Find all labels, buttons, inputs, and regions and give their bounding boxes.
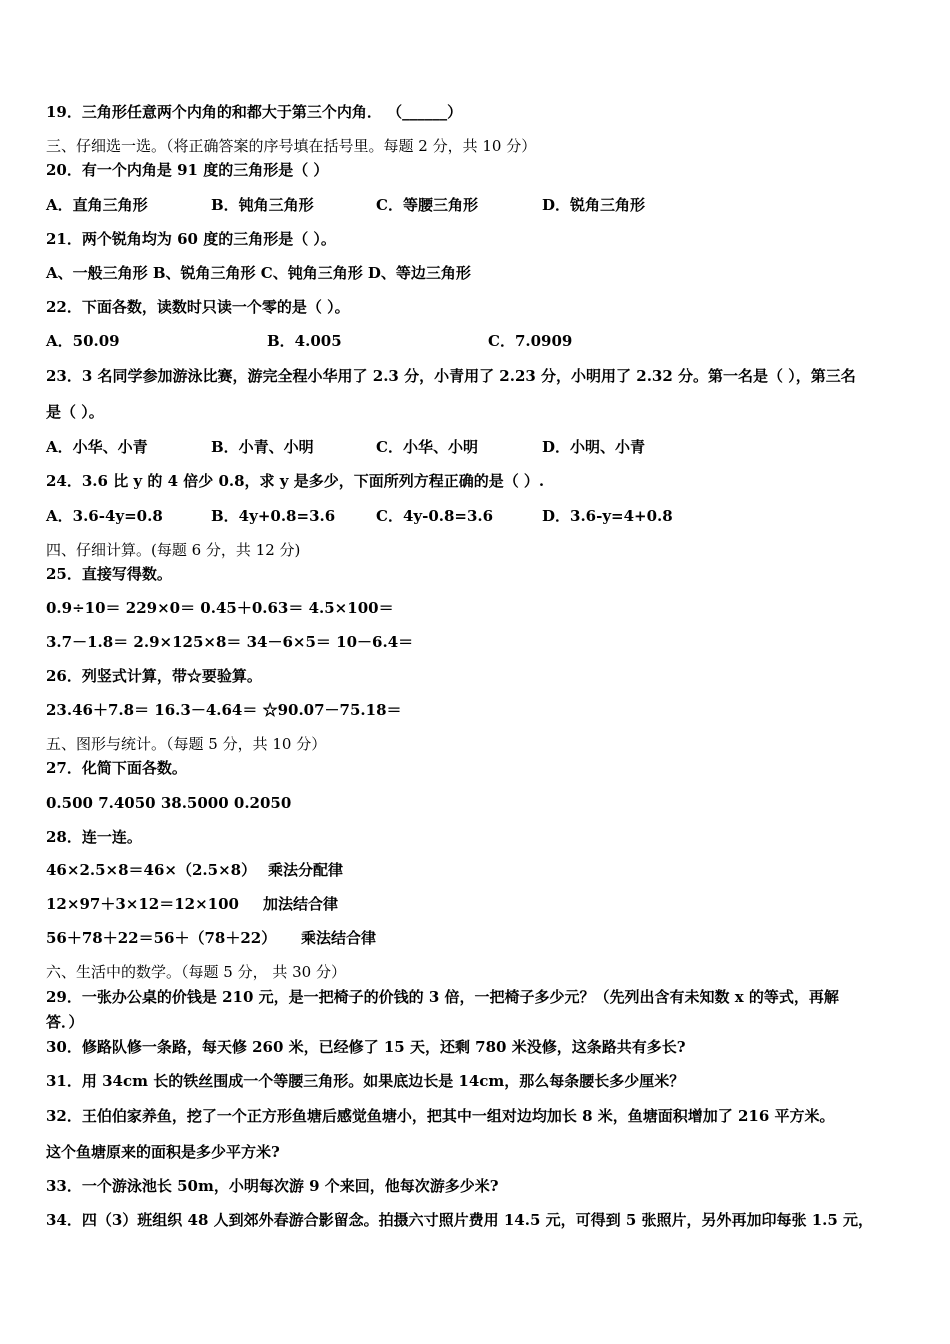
question-26: 26．列竖式计算，带☆要验算。	[46, 667, 262, 685]
question-24: 24．3.6 比 y 的 4 倍少 0.8，求 y 是多少，下面所列方程正确的是（ ）.	[46, 472, 545, 490]
question-24-options	[46, 506, 673, 526]
question-21: 21．两个锐角均为 60 度的三角形是（ ）。	[46, 230, 336, 248]
section-5-heading: 五、图形与统计。（每题 5 分，共 10 分）	[46, 735, 327, 753]
option-c: C．4y-0.8=3.6	[376, 507, 494, 525]
question-26-row: 23.46＋7.8＝ 16.3－4.64＝ ☆90.07－75.18＝	[46, 701, 402, 719]
question-29-line-1: 29．一张办公桌的价钱是 210 元，是一把椅子的价钱的 3 倍，一把椅子多少元？（先列出含有未知数 x 的等式，再解	[46, 988, 839, 1006]
option-a: A．直角三角形	[46, 196, 148, 214]
question-28: 28．连一连。	[46, 828, 142, 846]
section-6-heading: 六、生活中的数学。（每题 5 分， 共 30 分）	[46, 963, 346, 981]
law: 乘法分配律	[268, 861, 344, 879]
question-28-item	[46, 860, 343, 880]
option-c: C．等腰三角形	[376, 196, 478, 214]
option-b: B．4y+0.8=3.6	[211, 507, 336, 525]
question-20-options	[46, 195, 645, 215]
question-30: 30．修路队修一条路，每天修 260 米，已经修了 15 天，还剩 780 米没修，这条路共有多长?	[46, 1038, 686, 1056]
section-4-heading: 四、仔细计算。(每题 6 分，共 12 分)	[46, 541, 301, 559]
question-23-line-2: 是（ ）。	[46, 403, 104, 421]
option-a: A．小华、小青	[46, 438, 148, 456]
question-19: 19．三角形任意两个内角的和都大于第三个内角． （______）	[46, 103, 463, 121]
question-23-options	[46, 437, 645, 457]
option-b: B．小青、小明	[211, 438, 314, 456]
option-c: C．小华、小明	[376, 438, 478, 456]
question-27-row: 0.500 7.4050 38.5000 0.2050	[46, 794, 292, 812]
question-32-line-1: 32．王伯伯家养鱼，挖了一个正方形鱼塘后感觉鱼塘小，把其中一组对边均加长 8 米，鱼塘面积增加了 216 平方米。	[46, 1107, 835, 1125]
question-25: 25．直接写得数。	[46, 565, 172, 583]
question-25-row-1: 0.9÷10＝ 229×0＝ 0.45＋0.63＝ 4.5×100＝	[46, 599, 394, 617]
option-d: D．小明、小青	[542, 438, 646, 456]
section-3-heading: 三、仔细选一选。（将正确答案的序号填在括号里。每题 2 分，共 10 分）	[46, 137, 537, 155]
question-25-row-2: 3.7－1.8＝ 2.9×125×8＝ 34－6×5＝ 10－6.4＝	[46, 633, 414, 651]
option-a: A．50.09	[46, 332, 120, 350]
option-b: B．钝角三角形	[211, 196, 314, 214]
question-33: 33．一个游泳池长 50m，小明每次游 9 个来回，他每次游多少米?	[46, 1177, 499, 1195]
question-28-item	[46, 928, 376, 948]
question-20: 20．有一个内角是 91 度的三角形是（ ）	[46, 161, 329, 179]
expression: 56＋78＋22＝56＋（78＋22）	[46, 929, 277, 947]
option-d: D．锐角三角形	[542, 196, 646, 214]
question-34: 34．四（3）班组织 48 人到郊外春游合影留念。拍摄六寸照片费用 14.5 元，可得到 5 张照片，另外再加印每张 1.5 元，	[46, 1211, 874, 1229]
law: 乘法结合律	[301, 929, 377, 947]
question-32-line-2: 这个鱼塘原来的面积是多少平方米?	[46, 1143, 280, 1161]
question-22: 22．下面各数，读数时只读一个零的是（ ）。	[46, 298, 350, 316]
question-23-line-1: 23．3 名同学参加游泳比赛，游完全程小华用了 2.3 分，小青用了 2.23 分，小明用了 2.32 分。第一名是（ ），第三名	[46, 367, 856, 385]
question-28-item	[46, 894, 338, 914]
option-a: A．3.6-4y=0.8	[46, 507, 163, 525]
expression: 46×2.5×8＝46×（2.5×8）	[46, 861, 257, 879]
question-22-options	[46, 331, 572, 351]
question-29-line-2: 答．）	[46, 1013, 84, 1031]
option-b: B．4.005	[267, 332, 342, 350]
question-27: 27．化简下面各数。	[46, 759, 187, 777]
option-c: C．7.0909	[488, 332, 573, 350]
question-21-options: A、一般三角形 B、锐角三角形 C、钝角三角形 D、等边三角形	[46, 264, 471, 282]
option-d: D．3.6-y=4+0.8	[542, 507, 673, 525]
expression: 12×97＋3×12＝12×100	[46, 895, 239, 913]
law: 加法结合律	[263, 895, 339, 913]
question-31: 31．用 34cm 长的铁丝围成一个等腰三角形。如果底边长是 14cm，那么每条腰长多少厘米？	[46, 1072, 685, 1090]
